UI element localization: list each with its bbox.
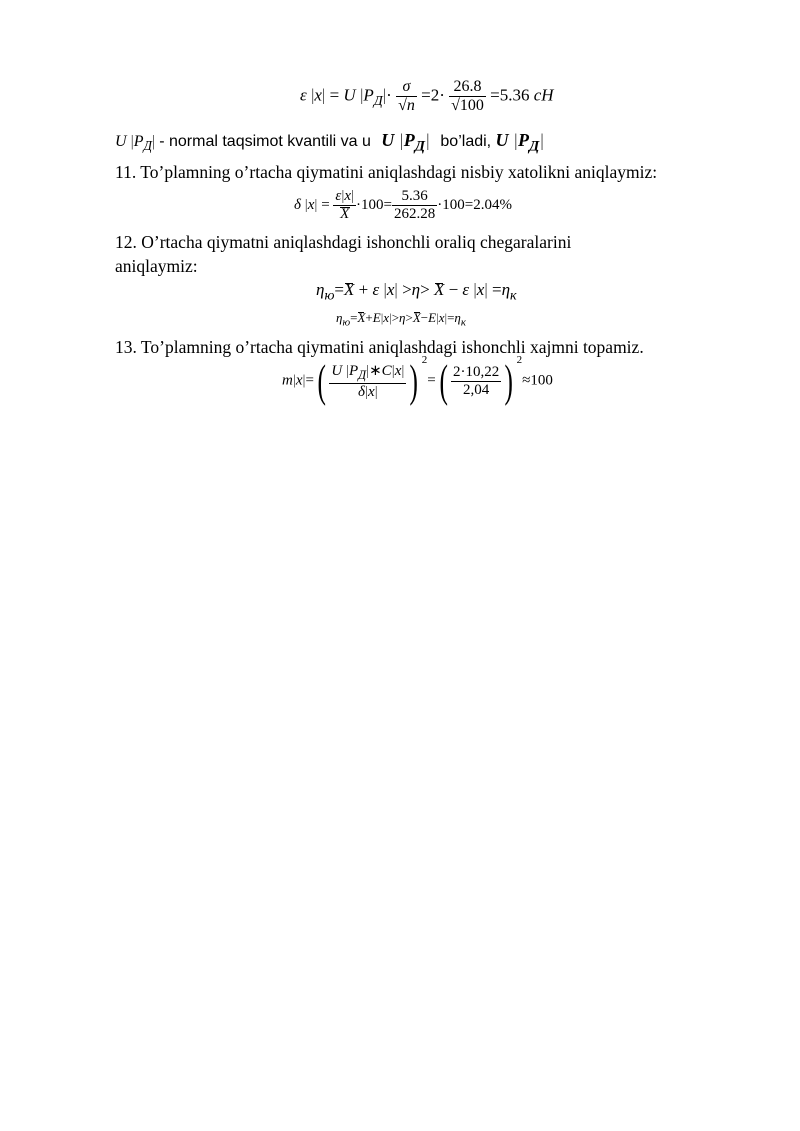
symbol-u: U xyxy=(343,85,356,105)
quantile-description-line xyxy=(115,130,544,156)
quantile-text: - normal taqsimot kvantili va u xyxy=(159,133,371,150)
inline-formula-u-pd-bold-2: U $|P_Д|$ xyxy=(495,130,545,155)
symbol-x: x xyxy=(314,85,322,105)
fraction-5-36-over-262-28: $\frac{5.36}{262.28}$ xyxy=(394,188,436,222)
fraction-eps-over-xbar: $\frac{\varepsilon|x|}{X}$ xyxy=(335,188,355,222)
absolute-error-value: 5.36 xyxy=(499,85,530,105)
paragraph-11: 11. To’plamning o’rtacha qiymatini aniqlashdagi nisbiy xatolikni aniqlaymiz: xyxy=(115,162,658,182)
sample-size-value: 100 xyxy=(530,372,553,389)
equation-confidence-interval: $\eta_ю=$ X + ε |x| >η> X − ε $|x| =\eta_к$ xyxy=(316,280,517,304)
paragraph-12-line-2: aniqlaymiz: xyxy=(115,256,198,276)
symbol-p: P xyxy=(363,85,374,105)
equation-sample-size: m|x|=( $\frac{U |P_Д|∗C|x|}{\delta|x|}$ ) $^2$=( $\frac{2\cdot 10,22}{2,04}$ ) $^2$≈100 xyxy=(282,354,553,406)
relative-error-value: 2.04 xyxy=(473,196,500,213)
fraction-u-pd-c-over-delta: $\frac{U |P_Д|∗C|x|}{\delta|x|}$ xyxy=(331,363,405,400)
unit-label: cH xyxy=(533,85,554,105)
fraction-sigma-sqrt-n: $\frac{\sigma}{√n}$ xyxy=(398,78,415,114)
equation-relative-error: δ |x| = $\frac{\varepsilon|x|}{X}$ ·100= $\frac{5.36}{262.28}$ ·100=2.04% xyxy=(294,188,512,222)
paragraph-13: 13. To’plamning o’rtacha qiymatini aniqlashdagi ishonchli xajmni topamiz. xyxy=(115,337,644,357)
boladi-text: bo’ladi, xyxy=(440,133,492,150)
inline-formula-u-pd-bold-1: U $|P_Д|$ xyxy=(381,130,430,155)
fraction-26-8-sqrt-100: $\frac{26.8}{√100}$ xyxy=(451,78,484,114)
symbol-epsilon: ε xyxy=(300,85,307,105)
inline-formula-u-pd: U $|P_Д|$ xyxy=(115,133,156,154)
paragraph-12-line-1: 12. O’rtacha qiymatni aniqlashdagi ishonchli oraliq chegaralarini xyxy=(115,232,572,252)
equation-absolute-error: ε |x| = U $|P_Д|\cdot$ $\frac{\sigma}{√n}$ =2· $\frac{26.8}{√100}$ =5.36 cH xyxy=(300,78,554,114)
equation-confidence-interval-small: $\eta_ю=$ X+E|x|>η> $X-E|x|=\eta_к$ xyxy=(336,310,466,329)
fraction-2-10-22-over-2-04: $\frac{2\cdot 10,22}{2,04}$ xyxy=(453,363,500,398)
